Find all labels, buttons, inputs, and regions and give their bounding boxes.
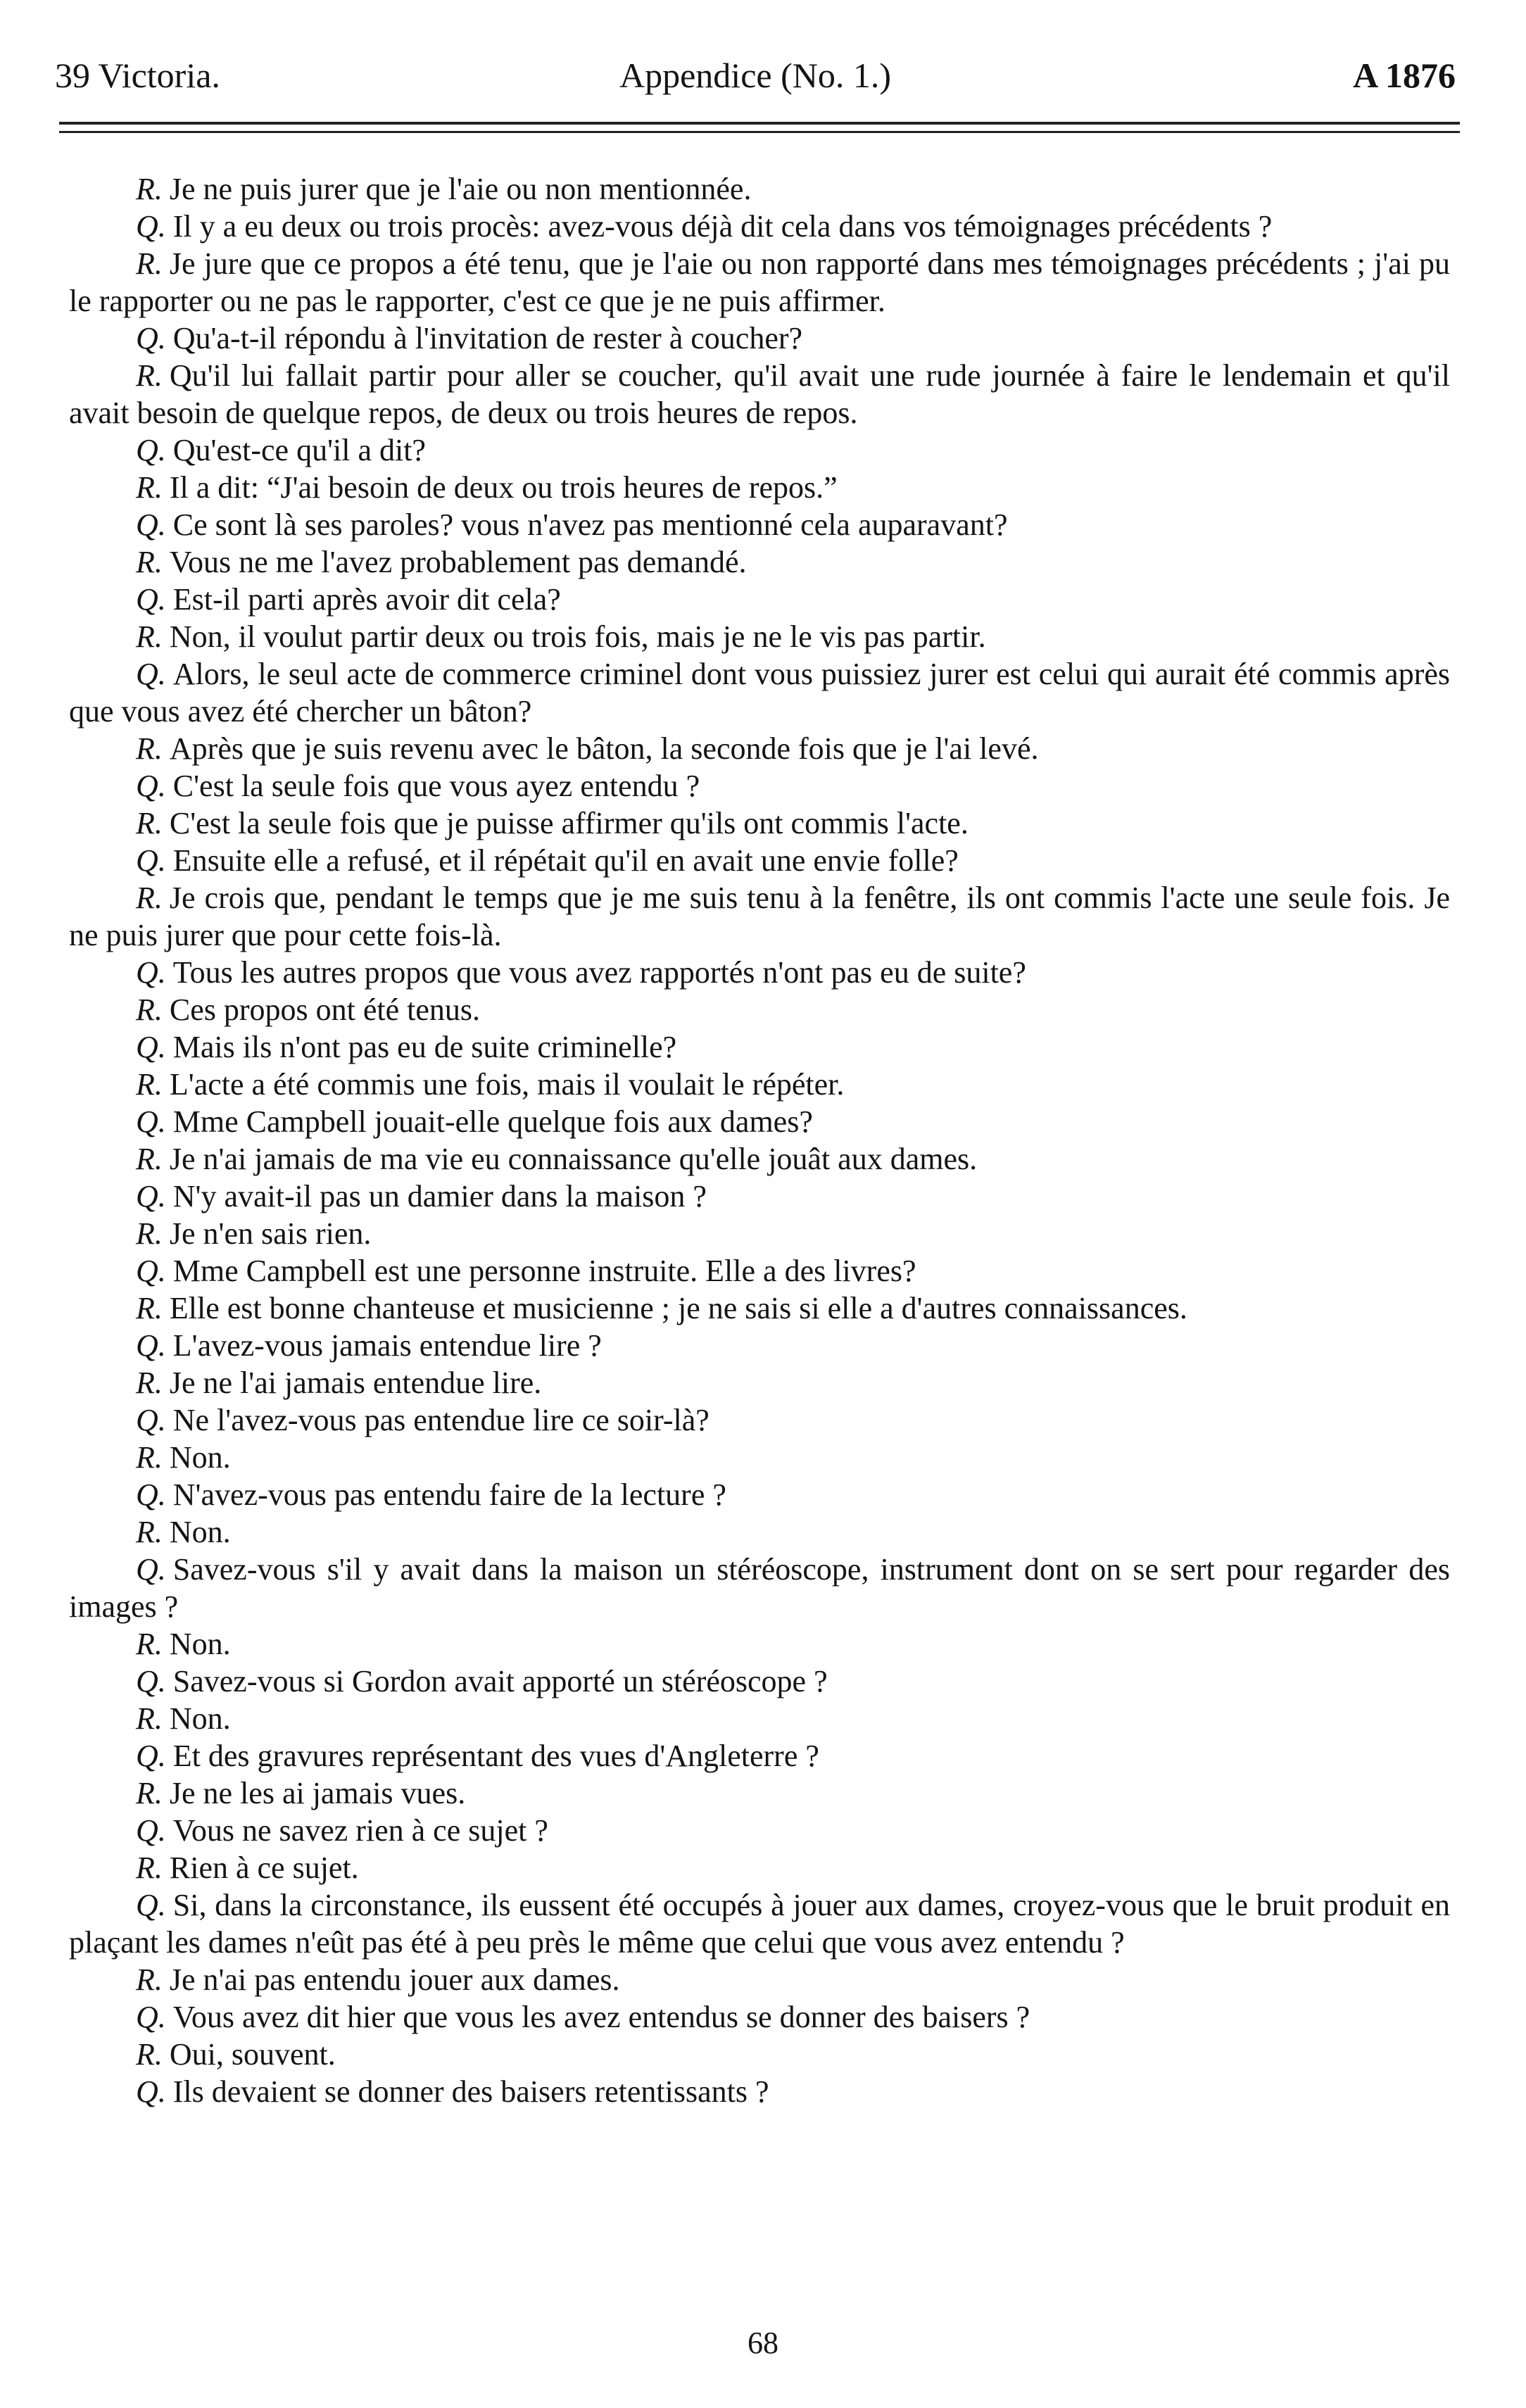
speaker-marker: R. bbox=[136, 1067, 163, 1102]
testimony-paragraph bbox=[69, 1215, 1450, 1252]
testimony-paragraph bbox=[69, 1625, 1450, 1663]
paragraph-text: Je ne les ai jamais vues. bbox=[169, 1776, 466, 1810]
paragraph-text: Je crois que, pendant le temps que je me suis tenu à la fenêtre, ils ont commis l'acte une seule fois. Je ne puis jurer que pour cette fois-là. bbox=[69, 881, 1450, 952]
speaker-marker: R. bbox=[136, 1142, 163, 1176]
paragraph-text: Savez-vous si Gordon avait apporté un stéréoscope ? bbox=[172, 1664, 828, 1698]
speaker-marker: Q. bbox=[136, 1179, 166, 1214]
testimony-paragraph bbox=[69, 1737, 1450, 1775]
testimony-paragraph bbox=[69, 1252, 1450, 1290]
paragraph-text: Après que je suis revenu avec le bâton, la seconde fois que je l'ai levé. bbox=[169, 731, 1039, 766]
speaker-marker: Q. bbox=[136, 433, 166, 467]
paragraph-text: Savez-vous s'il y avait dans la maison un stéréoscope, instrument dont on se sert pour regarder des images ? bbox=[69, 1552, 1450, 1624]
speaker-marker: Q. bbox=[136, 955, 166, 990]
paragraph-text: Non. bbox=[169, 1440, 231, 1475]
speaker-marker: Q. bbox=[136, 1813, 166, 1848]
speaker-marker: R. bbox=[136, 246, 163, 281]
speaker-marker: R. bbox=[136, 172, 163, 206]
speaker-marker: Q. bbox=[136, 209, 166, 244]
testimony-paragraph bbox=[69, 842, 1450, 879]
testimony-paragraph bbox=[69, 1775, 1450, 1812]
paragraph-text: Vous ne me l'avez probablement pas demandé. bbox=[169, 545, 747, 579]
speaker-marker: R. bbox=[136, 1701, 163, 1736]
testimony-paragraph bbox=[69, 2073, 1450, 2110]
paragraph-text: Alors, le seul acte de commerce criminel dont vous puissiez jurer est celui qui aurait été commis après que vous avez été chercher un bâton? bbox=[69, 657, 1450, 729]
paragraph-text: Oui, souvent. bbox=[169, 2037, 336, 2072]
speaker-marker: Q. bbox=[136, 2074, 166, 2109]
paragraph-text: Je n'en sais rien. bbox=[169, 1216, 372, 1251]
paragraph-text: Qu'a-t-il répondu à l'invitation de rester à coucher? bbox=[172, 321, 803, 355]
testimony-paragraph bbox=[69, 1700, 1450, 1737]
speaker-marker: R. bbox=[136, 881, 163, 915]
testimony-paragraph bbox=[69, 506, 1450, 543]
speaker-marker: Q. bbox=[136, 1104, 166, 1139]
paragraph-text: N'avez-vous pas entendu faire de la lecture ? bbox=[172, 1477, 726, 1512]
testimony-paragraph bbox=[69, 655, 1450, 730]
speaker-marker: Q. bbox=[136, 843, 166, 878]
testimony-paragraph bbox=[69, 1178, 1450, 1215]
testimony-paragraph bbox=[69, 1663, 1450, 1700]
speaker-marker: R. bbox=[136, 806, 163, 840]
paragraph-text: Non. bbox=[169, 1515, 231, 1549]
testimony-paragraph bbox=[69, 1551, 1450, 1625]
paragraph-text: Tous les autres propos que vous avez rapportés n'ont pas eu de suite? bbox=[172, 955, 1026, 990]
speaker-marker: R. bbox=[136, 358, 163, 393]
speaker-marker: R. bbox=[136, 1291, 163, 1325]
speaker-marker: Q. bbox=[136, 1328, 166, 1363]
speaker-marker: Q. bbox=[136, 1403, 166, 1437]
testimony-paragraph bbox=[69, 469, 1450, 506]
speaker-marker: R. bbox=[136, 1515, 163, 1549]
paragraph-text: Mme Campbell est une personne instruite. Elle a des livres? bbox=[172, 1254, 916, 1288]
paragraph-text: Ces propos ont été tenus. bbox=[169, 992, 481, 1027]
testimony-paragraph bbox=[69, 1513, 1450, 1551]
speaker-marker: Q. bbox=[136, 769, 166, 803]
paragraph-text: Ce sont là ses paroles? vous n'avez pas mentionné cela auparavant? bbox=[172, 508, 1008, 542]
testimony-paragraph bbox=[69, 1327, 1450, 1364]
paragraph-text: Mais ils n'ont pas eu de suite criminelle? bbox=[172, 1030, 677, 1064]
speaker-marker: R. bbox=[136, 1776, 163, 1810]
speaker-marker: Q. bbox=[136, 1739, 166, 1773]
testimony-paragraph bbox=[69, 170, 1450, 208]
paragraph-text: Il a dit: “J'ai besoin de deux ou trois heures de repos.” bbox=[169, 470, 838, 505]
speaker-marker: R. bbox=[136, 1851, 163, 1885]
testimony-paragraph bbox=[69, 245, 1450, 320]
testimony-paragraph bbox=[69, 1028, 1450, 1066]
speaker-marker: R. bbox=[136, 1216, 163, 1251]
speaker-marker: Q. bbox=[136, 1888, 166, 1922]
speaker-marker: R. bbox=[136, 992, 163, 1027]
paragraph-text: C'est la seule fois que vous ayez entendu ? bbox=[172, 769, 700, 803]
testimony-paragraph bbox=[69, 1066, 1450, 1103]
testimony-paragraph bbox=[69, 1290, 1450, 1327]
speaker-marker: Q. bbox=[136, 2000, 166, 2034]
testimony-paragraph bbox=[69, 208, 1450, 245]
paragraph-text: Qu'est-ce qu'il a dit? bbox=[172, 433, 426, 467]
paragraph-text: Ensuite elle a refusé, et il répétait qu'il en avait une envie folle? bbox=[172, 843, 959, 878]
paragraph-text: Je n'ai pas entendu jouer aux dames. bbox=[169, 1962, 620, 1997]
testimony-paragraph bbox=[69, 991, 1450, 1028]
paragraph-text: Est-il parti après avoir dit cela? bbox=[172, 582, 561, 617]
paragraph-text: Si, dans la circonstance, ils eussent été occupés à jouer aux dames, croyez-vous que le bruit produit en plaçant les dames n'eût pas été à peu près le même que celui que vous avez entendu ? bbox=[69, 1888, 1450, 1960]
speaker-marker: Q. bbox=[136, 657, 166, 691]
speaker-marker: R. bbox=[136, 470, 163, 505]
running-header bbox=[55, 44, 1456, 107]
speaker-marker: R. bbox=[136, 1440, 163, 1475]
paragraph-text: N'y avait-il pas un damier dans la maison ? bbox=[172, 1179, 707, 1214]
testimony-paragraph bbox=[69, 1476, 1450, 1513]
paragraph-text: Qu'il lui fallait partir pour aller se coucher, qu'il avait une rude journée à faire le lendemain et qu'il avait besoin de quelque repos, de deux ou trois heures de repos. bbox=[69, 358, 1450, 430]
paragraph-text: Non, il voulut partir deux ou trois fois, mais je ne le vis pas partir. bbox=[169, 619, 986, 654]
testimony-paragraph bbox=[69, 954, 1450, 991]
speaker-marker: R. bbox=[136, 2037, 163, 2072]
speaker-marker: Q. bbox=[136, 1477, 166, 1512]
speaker-marker: R. bbox=[136, 1366, 163, 1400]
speaker-marker: R. bbox=[136, 545, 163, 579]
speaker-marker: R. bbox=[136, 619, 163, 654]
speaker-marker: Q. bbox=[136, 1254, 166, 1288]
speaker-marker: R. bbox=[136, 1962, 163, 1997]
paragraph-text: Ils devaient se donner des baisers retentissants ? bbox=[172, 2074, 769, 2109]
testimony-paragraph bbox=[69, 581, 1450, 618]
header-year: A 1876 bbox=[1353, 56, 1456, 95]
testimony-paragraph bbox=[69, 1140, 1450, 1178]
testimony-paragraph bbox=[69, 1103, 1450, 1140]
speaker-marker: R. bbox=[136, 1627, 163, 1661]
speaker-marker: Q. bbox=[136, 1664, 166, 1698]
paragraph-text: Et des gravures représentant des vues d'Angleterre ? bbox=[172, 1739, 819, 1773]
header-appendix-title: Appendice (No. 1.) bbox=[619, 56, 891, 95]
testimony-paragraph bbox=[69, 431, 1450, 469]
testimony-paragraph bbox=[69, 1364, 1450, 1401]
speaker-marker: Q. bbox=[136, 1552, 166, 1587]
header-session: 39 Victoria. bbox=[55, 56, 220, 95]
testimony-paragraph bbox=[69, 767, 1450, 805]
paragraph-text: Il y a eu deux ou trois procès: avez-vous déjà dit cela dans vos témoignages précédents ? bbox=[172, 209, 1273, 244]
testimony-paragraph bbox=[69, 543, 1450, 581]
speaker-marker: R. bbox=[136, 731, 163, 766]
testimony-paragraph bbox=[69, 320, 1450, 357]
testimony-paragraph bbox=[69, 2036, 1450, 2073]
paragraph-text: Je jure que ce propos a été tenu, que je l'aie ou non rapporté dans mes témoignages précédents ; j'ai pu le rapporter ou ne pas le rapporter, c'est ce que je ne puis affirmer. bbox=[69, 246, 1450, 318]
testimony-paragraph bbox=[69, 1401, 1450, 1439]
testimony-paragraph bbox=[69, 1849, 1450, 1886]
testimony-paragraph bbox=[69, 805, 1450, 842]
paragraph-text: C'est la seule fois que je puisse affirmer qu'ils ont commis l'acte. bbox=[169, 806, 969, 840]
paragraph-text: Rien à ce sujet. bbox=[169, 1851, 359, 1885]
page-number: 68 bbox=[748, 2326, 778, 2360]
testimony-paragraph bbox=[69, 1886, 1450, 1961]
header-rule-thick bbox=[59, 122, 1460, 125]
paragraph-text: Je ne puis jurer que je l'aie ou non mentionnée. bbox=[169, 172, 752, 206]
speaker-marker: Q. bbox=[136, 1030, 166, 1064]
testimony-paragraph bbox=[69, 1961, 1450, 1998]
paragraph-text: Je ne l'ai jamais entendue lire. bbox=[169, 1366, 542, 1400]
header-rule-thin bbox=[59, 131, 1460, 133]
paragraph-text: Vous ne savez rien à ce sujet ? bbox=[172, 1813, 548, 1848]
testimony-paragraph bbox=[69, 1812, 1450, 1849]
paragraph-text: L'avez-vous jamais entendue lire ? bbox=[172, 1328, 602, 1363]
paragraph-text: L'acte a été commis une fois, mais il voulait le répéter. bbox=[169, 1067, 845, 1102]
paragraph-text: Non. bbox=[169, 1627, 231, 1661]
testimony-paragraph bbox=[69, 1439, 1450, 1476]
testimony-paragraph bbox=[69, 618, 1450, 655]
paragraph-text: Elle est bonne chanteuse et musicienne ; je ne sais si elle a d'autres connaissances. bbox=[169, 1291, 1187, 1325]
testimony-transcript bbox=[69, 170, 1450, 2110]
paragraph-text: Ne l'avez-vous pas entendue lire ce soir-là? bbox=[172, 1403, 710, 1437]
testimony-paragraph bbox=[69, 879, 1450, 954]
speaker-marker: Q. bbox=[136, 508, 166, 542]
paragraph-text: Mme Campbell jouait-elle quelque fois aux dames? bbox=[172, 1104, 813, 1139]
testimony-paragraph bbox=[69, 1998, 1450, 2036]
paragraph-text: Vous avez dit hier que vous les avez entendus se donner des baisers ? bbox=[172, 2000, 1030, 2034]
testimony-paragraph bbox=[69, 357, 1450, 431]
paragraph-text: Non. bbox=[169, 1701, 231, 1736]
speaker-marker: Q. bbox=[136, 582, 166, 617]
paragraph-text: Je n'ai jamais de ma vie eu connaissance qu'elle jouât aux dames. bbox=[169, 1142, 978, 1176]
testimony-paragraph bbox=[69, 730, 1450, 767]
speaker-marker: Q. bbox=[136, 321, 166, 355]
